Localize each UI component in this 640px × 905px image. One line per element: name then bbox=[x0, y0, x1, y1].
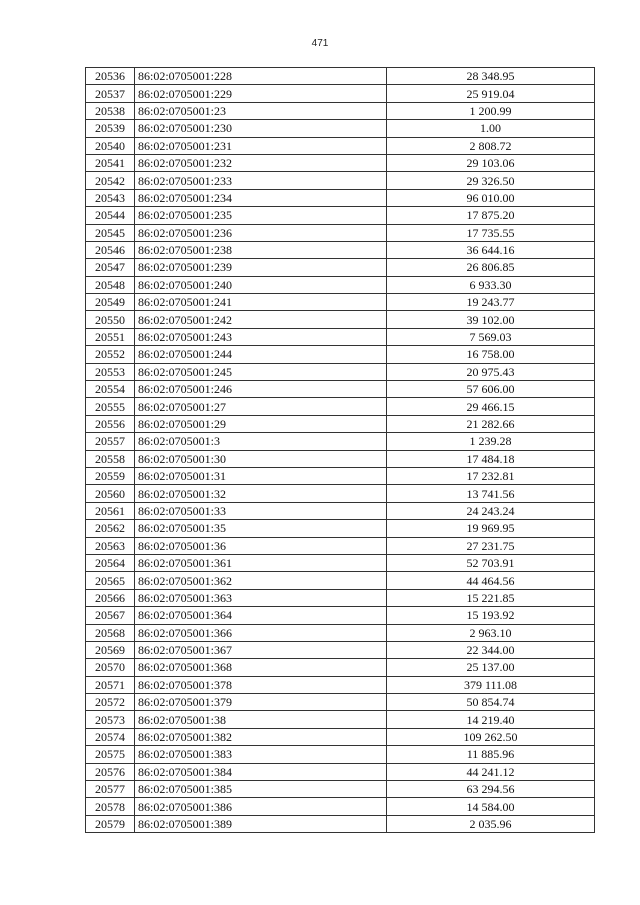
row-number-cell: 20568 bbox=[86, 624, 135, 641]
row-number-cell: 20541 bbox=[86, 154, 135, 171]
value-cell: 57 606.00 bbox=[387, 381, 595, 398]
table-row bbox=[86, 485, 595, 502]
value-cell: 13 741.56 bbox=[387, 485, 595, 502]
table-row bbox=[86, 746, 595, 763]
value-cell: 21 282.66 bbox=[387, 415, 595, 432]
table-row bbox=[86, 137, 595, 154]
table-row bbox=[86, 694, 595, 711]
cadastral-number-cell: 86:02:0705001:367 bbox=[135, 641, 387, 658]
cadastral-number-cell: 86:02:0705001:232 bbox=[135, 154, 387, 171]
row-number-cell: 20545 bbox=[86, 224, 135, 241]
row-number-cell: 20542 bbox=[86, 172, 135, 189]
row-number-cell: 20557 bbox=[86, 433, 135, 450]
row-number-cell: 20563 bbox=[86, 537, 135, 554]
table-row bbox=[86, 241, 595, 258]
table-row bbox=[86, 398, 595, 415]
cadastral-number-cell: 86:02:0705001:240 bbox=[135, 276, 387, 293]
value-cell: 44 241.12 bbox=[387, 763, 595, 780]
cadastral-number-cell: 86:02:0705001:233 bbox=[135, 172, 387, 189]
table-row bbox=[86, 711, 595, 728]
row-number-cell: 20569 bbox=[86, 641, 135, 658]
value-cell: 27 231.75 bbox=[387, 537, 595, 554]
cadastral-number-cell: 86:02:0705001:368 bbox=[135, 659, 387, 676]
cadastral-number-cell: 86:02:0705001:38 bbox=[135, 711, 387, 728]
value-cell: 14 219.40 bbox=[387, 711, 595, 728]
table-row bbox=[86, 172, 595, 189]
value-cell: 379 111.08 bbox=[387, 676, 595, 693]
cadastral-number-cell: 86:02:0705001:31 bbox=[135, 467, 387, 484]
table-row bbox=[86, 224, 595, 241]
table-row bbox=[86, 433, 595, 450]
row-number-cell: 20554 bbox=[86, 381, 135, 398]
cadastral-number-cell: 86:02:0705001:23 bbox=[135, 102, 387, 119]
value-cell: 1 239.28 bbox=[387, 433, 595, 450]
row-number-cell: 20538 bbox=[86, 102, 135, 119]
value-cell: 28 348.95 bbox=[387, 68, 595, 85]
value-cell: 15 221.85 bbox=[387, 589, 595, 606]
cadastral-number-cell: 86:02:0705001:236 bbox=[135, 224, 387, 241]
table-row bbox=[86, 276, 595, 293]
value-cell: 1.00 bbox=[387, 120, 595, 137]
value-cell: 22 344.00 bbox=[387, 641, 595, 658]
table-row bbox=[86, 624, 595, 641]
value-cell: 17 735.55 bbox=[387, 224, 595, 241]
table-row bbox=[86, 102, 595, 119]
row-number-cell: 20558 bbox=[86, 450, 135, 467]
table-row bbox=[86, 415, 595, 432]
table-row bbox=[86, 641, 595, 658]
table-row bbox=[86, 781, 595, 798]
table-row bbox=[86, 728, 595, 745]
row-number-cell: 20544 bbox=[86, 207, 135, 224]
row-number-cell: 20570 bbox=[86, 659, 135, 676]
row-number-cell: 20553 bbox=[86, 363, 135, 380]
row-number-cell: 20564 bbox=[86, 554, 135, 571]
table-row bbox=[86, 676, 595, 693]
table-row bbox=[86, 467, 595, 484]
value-cell: 24 243.24 bbox=[387, 502, 595, 519]
row-number-cell: 20536 bbox=[86, 68, 135, 85]
row-number-cell: 20548 bbox=[86, 276, 135, 293]
table-row bbox=[86, 207, 595, 224]
table-row bbox=[86, 537, 595, 554]
value-cell: 19 969.95 bbox=[387, 520, 595, 537]
table-row bbox=[86, 259, 595, 276]
value-cell: 15 193.92 bbox=[387, 607, 595, 624]
table-row bbox=[86, 363, 595, 380]
table-row bbox=[86, 294, 595, 311]
value-cell: 7 569.03 bbox=[387, 328, 595, 345]
cadastral-number-cell: 86:02:0705001:378 bbox=[135, 676, 387, 693]
row-number-cell: 20576 bbox=[86, 763, 135, 780]
value-cell: 29 466.15 bbox=[387, 398, 595, 415]
value-cell: 17 232.81 bbox=[387, 467, 595, 484]
value-cell: 20 975.43 bbox=[387, 363, 595, 380]
row-number-cell: 20549 bbox=[86, 294, 135, 311]
cadastral-number-cell: 86:02:0705001:362 bbox=[135, 572, 387, 589]
row-number-cell: 20560 bbox=[86, 485, 135, 502]
row-number-cell: 20573 bbox=[86, 711, 135, 728]
row-number-cell: 20571 bbox=[86, 676, 135, 693]
row-number-cell: 20579 bbox=[86, 815, 135, 832]
cadastral-number-cell: 86:02:0705001:386 bbox=[135, 798, 387, 815]
table-row bbox=[86, 572, 595, 589]
table-row bbox=[86, 85, 595, 102]
table-row bbox=[86, 189, 595, 206]
value-cell: 39 102.00 bbox=[387, 311, 595, 328]
value-cell: 2 035.96 bbox=[387, 815, 595, 832]
row-number-cell: 20556 bbox=[86, 415, 135, 432]
row-number-cell: 20561 bbox=[86, 502, 135, 519]
value-cell: 29 103.06 bbox=[387, 154, 595, 171]
cadastral-number-cell: 86:02:0705001:382 bbox=[135, 728, 387, 745]
row-number-cell: 20575 bbox=[86, 746, 135, 763]
table-row bbox=[86, 554, 595, 571]
table-row bbox=[86, 68, 595, 85]
value-cell: 14 584.00 bbox=[387, 798, 595, 815]
cadastral-number-cell: 86:02:0705001:243 bbox=[135, 328, 387, 345]
cadastral-number-cell: 86:02:0705001:241 bbox=[135, 294, 387, 311]
value-cell: 96 010.00 bbox=[387, 189, 595, 206]
table-row bbox=[86, 328, 595, 345]
cadastral-number-cell: 86:02:0705001:27 bbox=[135, 398, 387, 415]
cadastral-number-cell: 86:02:0705001:239 bbox=[135, 259, 387, 276]
cadastral-number-cell: 86:02:0705001:238 bbox=[135, 241, 387, 258]
table-row bbox=[86, 346, 595, 363]
table-body bbox=[86, 68, 595, 833]
row-number-cell: 20562 bbox=[86, 520, 135, 537]
table-row bbox=[86, 589, 595, 606]
cadastral-number-cell: 86:02:0705001:379 bbox=[135, 694, 387, 711]
page-number: 471 bbox=[311, 38, 329, 49]
value-cell: 109 262.50 bbox=[387, 728, 595, 745]
value-cell: 1 200.99 bbox=[387, 102, 595, 119]
data-table bbox=[85, 67, 595, 833]
cadastral-number-cell: 86:02:0705001:30 bbox=[135, 450, 387, 467]
row-number-cell: 20537 bbox=[86, 85, 135, 102]
cadastral-number-cell: 86:02:0705001:246 bbox=[135, 381, 387, 398]
cadastral-number-cell: 86:02:0705001:366 bbox=[135, 624, 387, 641]
cadastral-number-cell: 86:02:0705001:231 bbox=[135, 137, 387, 154]
cadastral-number-cell: 86:02:0705001:242 bbox=[135, 311, 387, 328]
cadastral-number-cell: 86:02:0705001:3 bbox=[135, 433, 387, 450]
table-row bbox=[86, 798, 595, 815]
cadastral-number-cell: 86:02:0705001:234 bbox=[135, 189, 387, 206]
value-cell: 29 326.50 bbox=[387, 172, 595, 189]
table-row bbox=[86, 502, 595, 519]
table-row bbox=[86, 520, 595, 537]
cadastral-number-cell: 86:02:0705001:29 bbox=[135, 415, 387, 432]
value-cell: 36 644.16 bbox=[387, 241, 595, 258]
value-cell: 17 484.18 bbox=[387, 450, 595, 467]
row-number-cell: 20550 bbox=[86, 311, 135, 328]
table-row bbox=[86, 381, 595, 398]
table-row bbox=[86, 659, 595, 676]
cadastral-number-cell: 86:02:0705001:245 bbox=[135, 363, 387, 380]
value-cell: 52 703.91 bbox=[387, 554, 595, 571]
row-number-cell: 20559 bbox=[86, 467, 135, 484]
table-row bbox=[86, 311, 595, 328]
cadastral-number-cell: 86:02:0705001:363 bbox=[135, 589, 387, 606]
value-cell: 50 854.74 bbox=[387, 694, 595, 711]
cadastral-number-cell: 86:02:0705001:384 bbox=[135, 763, 387, 780]
value-cell: 11 885.96 bbox=[387, 746, 595, 763]
row-number-cell: 20547 bbox=[86, 259, 135, 276]
row-number-cell: 20546 bbox=[86, 241, 135, 258]
value-cell: 17 875.20 bbox=[387, 207, 595, 224]
cadastral-number-cell: 86:02:0705001:361 bbox=[135, 554, 387, 571]
row-number-cell: 20539 bbox=[86, 120, 135, 137]
value-cell: 26 806.85 bbox=[387, 259, 595, 276]
value-cell: 16 758.00 bbox=[387, 346, 595, 363]
cadastral-number-cell: 86:02:0705001:32 bbox=[135, 485, 387, 502]
cadastral-number-cell: 86:02:0705001:36 bbox=[135, 537, 387, 554]
table-row bbox=[86, 607, 595, 624]
row-number-cell: 20574 bbox=[86, 728, 135, 745]
cadastral-number-cell: 86:02:0705001:35 bbox=[135, 520, 387, 537]
value-cell: 63 294.56 bbox=[387, 781, 595, 798]
cadastral-number-cell: 86:02:0705001:364 bbox=[135, 607, 387, 624]
value-cell: 44 464.56 bbox=[387, 572, 595, 589]
row-number-cell: 20577 bbox=[86, 781, 135, 798]
row-number-cell: 20543 bbox=[86, 189, 135, 206]
table-row bbox=[86, 154, 595, 171]
table-row bbox=[86, 120, 595, 137]
value-cell: 6 933.30 bbox=[387, 276, 595, 293]
row-number-cell: 20566 bbox=[86, 589, 135, 606]
cadastral-number-cell: 86:02:0705001:230 bbox=[135, 120, 387, 137]
cadastral-number-cell: 86:02:0705001:228 bbox=[135, 68, 387, 85]
row-number-cell: 20555 bbox=[86, 398, 135, 415]
cadastral-number-cell: 86:02:0705001:229 bbox=[135, 85, 387, 102]
row-number-cell: 20551 bbox=[86, 328, 135, 345]
row-number-cell: 20540 bbox=[86, 137, 135, 154]
cadastral-number-cell: 86:02:0705001:33 bbox=[135, 502, 387, 519]
cadastral-number-cell: 86:02:0705001:244 bbox=[135, 346, 387, 363]
table-row bbox=[86, 450, 595, 467]
value-cell: 2 963.10 bbox=[387, 624, 595, 641]
value-cell: 25 919.04 bbox=[387, 85, 595, 102]
cadastral-number-cell: 86:02:0705001:385 bbox=[135, 781, 387, 798]
table-row bbox=[86, 815, 595, 832]
value-cell: 19 243.77 bbox=[387, 294, 595, 311]
cadastral-number-cell: 86:02:0705001:389 bbox=[135, 815, 387, 832]
value-cell: 25 137.00 bbox=[387, 659, 595, 676]
row-number-cell: 20567 bbox=[86, 607, 135, 624]
cadastral-number-cell: 86:02:0705001:383 bbox=[135, 746, 387, 763]
row-number-cell: 20572 bbox=[86, 694, 135, 711]
row-number-cell: 20578 bbox=[86, 798, 135, 815]
row-number-cell: 20565 bbox=[86, 572, 135, 589]
table-row bbox=[86, 763, 595, 780]
row-number-cell: 20552 bbox=[86, 346, 135, 363]
value-cell: 2 808.72 bbox=[387, 137, 595, 154]
cadastral-number-cell: 86:02:0705001:235 bbox=[135, 207, 387, 224]
